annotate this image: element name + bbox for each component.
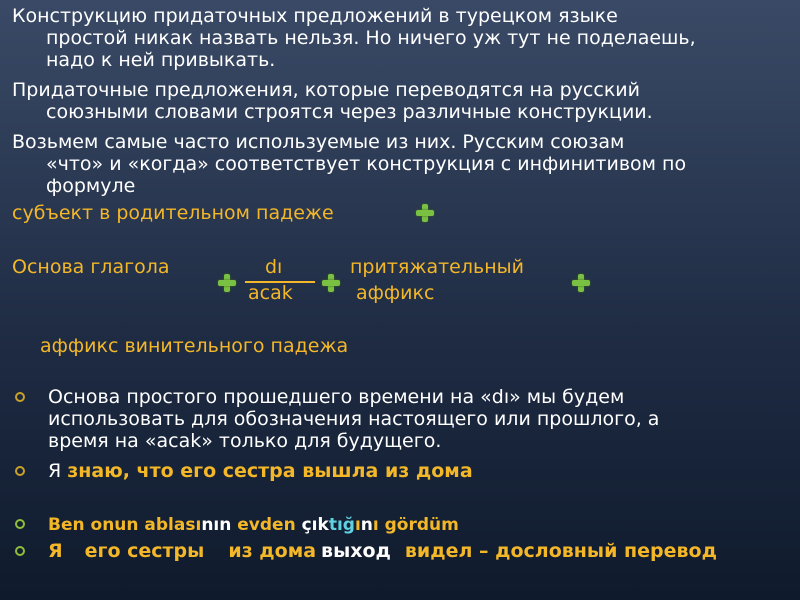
literal-word: Я xyxy=(48,540,63,562)
literal-word: выход xyxy=(321,540,391,562)
bullet-icon xyxy=(12,460,32,482)
turkish-word: gördüm xyxy=(378,515,459,535)
bullet-icon xyxy=(12,540,32,562)
text-line: Придаточные предложения, которые переводятся на русский xyxy=(12,79,641,101)
turkish-sentence xyxy=(48,513,793,536)
turkish-suffix: tığ xyxy=(328,515,355,535)
turkish-word: evden xyxy=(231,515,302,535)
text-line: Возьмем самые часто используемые из них. Русским союзам xyxy=(12,131,625,153)
plus-icon xyxy=(218,274,236,292)
literal-word: его сестры xyxy=(84,540,205,562)
example-prefix: Я xyxy=(48,460,68,482)
formula-possessive: притяжательный xyxy=(350,256,524,278)
turkish-suffix: ı xyxy=(354,515,361,535)
text-line: Основа простого прошедшего времени на «dı» мы будем xyxy=(48,386,625,408)
formula-suffix-acak: acak xyxy=(248,282,293,304)
example-sentence xyxy=(48,460,793,482)
text-line: «что» и «когда» соответствует конструкция с инфинитивом по xyxy=(46,153,687,175)
bullet-icon xyxy=(12,513,32,535)
turkish-suffix: ı xyxy=(372,515,379,535)
paragraph-intro xyxy=(12,5,788,71)
formula-suffix-di: dı xyxy=(265,256,283,278)
turkish-word: çık xyxy=(301,515,329,535)
formula-accusative: аффикс винительного падежа xyxy=(40,335,349,357)
formula-verb-stem: Основа глагола xyxy=(12,256,170,278)
turkish-word: Ben onun ablası xyxy=(48,515,202,535)
text-line: использовать для обозначения настоящего или прошлого, а xyxy=(48,408,660,430)
text-line: Конструкцию придаточных предложений в турецком языке xyxy=(12,5,618,27)
literal-word: видел – дословный перевод xyxy=(404,540,717,562)
paragraph-formula-intro xyxy=(12,131,788,197)
literal-translation xyxy=(48,540,793,562)
text-line: союзными словами строятся через различные конструкции. xyxy=(46,101,653,123)
plus-icon xyxy=(572,274,590,292)
formula-subject: субъект в родительном падеже xyxy=(12,202,334,224)
turkish-suffix: nın xyxy=(201,515,232,535)
paragraph-subordinate xyxy=(12,79,788,123)
example-emphasis: знаю, что его сестра вышла из дома xyxy=(67,460,473,482)
bullet-text-tenses xyxy=(48,386,793,452)
formula-affix: аффикс xyxy=(356,282,435,304)
text-line: время на «acak» только для будущего. xyxy=(48,430,442,452)
plus-icon xyxy=(322,274,340,292)
bullet-icon xyxy=(12,386,32,408)
text-line: надо к ней привыкать. xyxy=(46,49,276,71)
turkish-suffix: n xyxy=(360,515,373,535)
literal-word: из дома xyxy=(228,540,317,562)
plus-icon xyxy=(416,204,434,222)
text-line: формуле xyxy=(46,175,136,197)
text-line: простой никак назвать нельзя. Но ничего уж тут не поделаешь, xyxy=(46,27,696,49)
